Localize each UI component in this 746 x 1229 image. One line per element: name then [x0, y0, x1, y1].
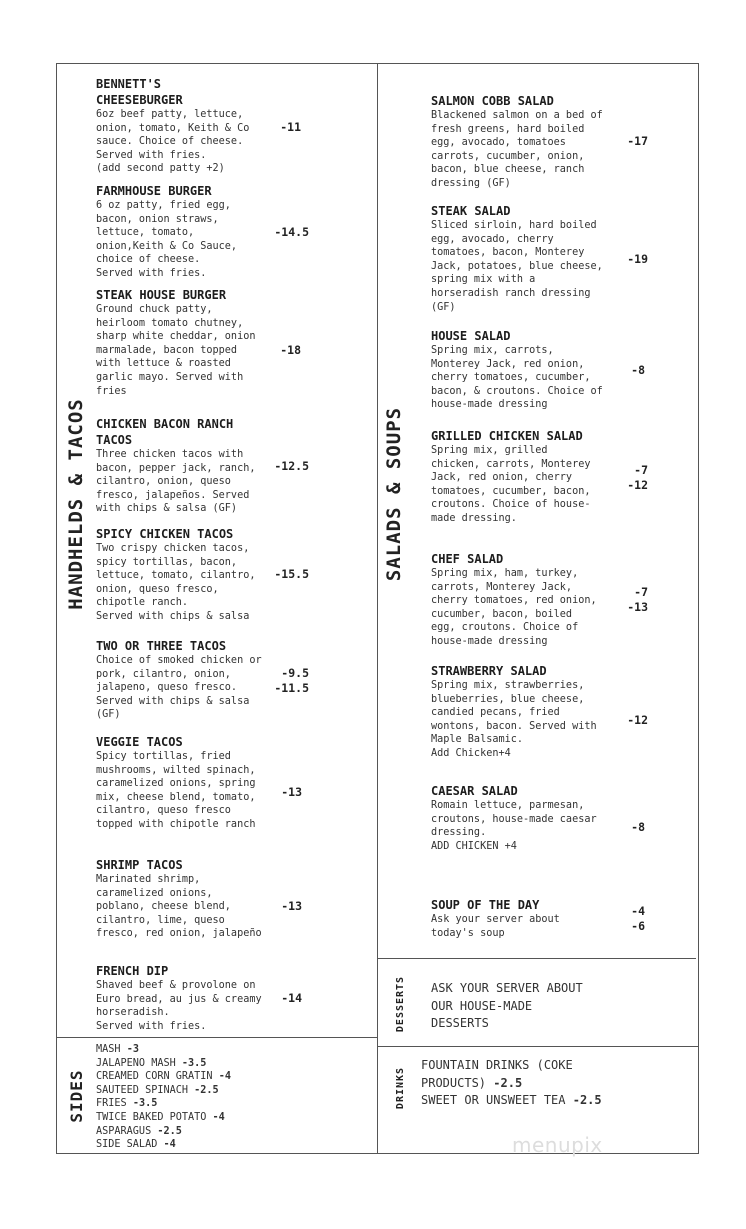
item-description: Romain lettuce, parmesan, croutons, house-made caesar dressing. ADD CHICKEN +4 [431, 800, 597, 852]
item-price: -7 -12 [627, 463, 648, 492]
item-description: Spring mix, ham, turkey, carrots, Monterey Jack, cherry tomatoes, red onion, cucumber, bacon, boiled egg, croutons. Choice of house-made dressing [431, 568, 597, 647]
item-name: STEAK SALAD [431, 204, 511, 218]
side-price: -3 [126, 1044, 139, 1055]
menu-item [96, 963, 262, 1033]
drink-name: SWEET OR UNSWEET TEA [421, 1093, 566, 1107]
menu-item [431, 328, 603, 412]
watermark: menupix [512, 1133, 603, 1157]
side-name: ASPARAGUS [96, 1125, 152, 1137]
menu-item [96, 857, 262, 941]
menu-item [96, 416, 255, 516]
item-description: Two crispy chicken tacos, spicy tortillas, bacon, lettuce, tomato, cilantro, onion, queso fresco, chipotle ranch. Served with chips & salsa [96, 543, 256, 622]
side-item [96, 1057, 206, 1071]
side-name: SIDE SALAD [96, 1139, 158, 1151]
item-name: FRENCH DIP [96, 964, 169, 978]
side-price: -4 [212, 1112, 225, 1123]
item-description: Shaved beef & provolone on Euro bread, au jus & creamy horseradish. Served with fries. [96, 980, 262, 1032]
column-divider [377, 63, 378, 1154]
menu-item [431, 783, 597, 853]
menu-item [96, 526, 255, 624]
side-price: -2.5 [157, 1125, 182, 1137]
menu-item [431, 203, 603, 314]
menu-item [431, 897, 560, 940]
side-item [96, 1070, 231, 1084]
item-name: VEGGIE TACOS [96, 735, 183, 749]
side-price: -2.5 [194, 1084, 219, 1096]
section-title-handhelds: HANDHELDS & TACOS [65, 398, 87, 610]
menu-item [431, 551, 597, 649]
side-price: -4 [218, 1071, 231, 1083]
side-item [96, 1111, 225, 1125]
item-price: -19 [627, 252, 648, 266]
item-price: -8 [631, 363, 645, 377]
item-name: CHICKEN BACON RANCH TACOS [96, 417, 234, 447]
item-name: SHRIMP TACOS [96, 858, 183, 872]
item-name: BENNETT'S CHEESEBURGER [96, 77, 183, 107]
side-price: -3.5 [132, 1098, 158, 1110]
item-description: Spring mix, carrots, Monterey Jack, red onion, cherry tomatoes, cucumber, bacon, & croutons. Choice of house-made dressing [431, 345, 603, 411]
item-price: -14 [281, 991, 302, 1005]
side-item [96, 1043, 139, 1057]
section-title-sides: SIDES [67, 1069, 86, 1123]
desserts-text: ASK YOUR SERVER ABOUT OUR HOUSE-MADE DESSERTS [431, 981, 583, 1030]
menu-item [431, 428, 590, 526]
drink-name: FOUNTAIN DRINKS (COKE PRODUCTS) [421, 1058, 573, 1090]
item-description: 6 oz patty, fried egg, bacon, onion straws, lettuce, tomato, onion,Keith & Co Sauce, choice of cheese. Served with fries. [96, 200, 238, 279]
menu-item [96, 76, 249, 176]
item-price: -9.5 -11.5 [274, 666, 309, 695]
section-title-drinks: DRINKS [395, 1066, 406, 1110]
section-title-desserts: DESSERTS [395, 975, 406, 1033]
item-price: -17 [627, 134, 648, 148]
side-item [96, 1125, 182, 1139]
item-price: -13 [281, 899, 302, 913]
item-name: TWO OR THREE TACOS [96, 639, 227, 653]
item-description: Spring mix, grilled chicken, carrots, Monterey Jack, red onion, cherry tomatoes, cucumber, bacon, croutons. Choice of house- made dressing. [431, 445, 591, 524]
item-price: -12 [627, 713, 648, 727]
item-price: -8 [631, 820, 645, 834]
side-item [96, 1084, 219, 1098]
item-name: STRAWBERRY SALAD [431, 664, 547, 678]
side-price: -3.5 [181, 1057, 207, 1069]
item-description: Blackened salmon on a bed of fresh greens, hard boiled egg, avocado, tomatoes carrots, cucumber, onion, bacon, blue cheese, ranch dressing (GF) [431, 110, 603, 189]
item-price: -11 [280, 120, 301, 134]
item-name: CAESAR SALAD [431, 784, 518, 798]
drink-item [421, 1092, 602, 1110]
desserts-divider [378, 958, 696, 959]
item-description: Sliced sirloin, hard boiled egg, avocado, cherry tomatoes, bacon, Monterey Jack, potatoes, blue cheese, spring mix with a horseradish ranch dressing (GF) [431, 220, 603, 313]
side-name: MASH [96, 1044, 121, 1055]
side-name: JALAPENO MASH [96, 1057, 176, 1069]
item-name: STEAK HOUSE BURGER [96, 288, 227, 302]
menu-item [96, 287, 255, 398]
item-description: Choice of smoked chicken or pork, cilantro, onion, jalapeno, queso fresco. Served with chips & salsa (GF) [96, 655, 262, 721]
drinks-divider [378, 1046, 699, 1047]
side-price: -4 [163, 1139, 176, 1151]
menu-item [431, 663, 597, 761]
item-description: Ground chuck patty, heirloom tomato chutney, sharp white cheddar, onion marmalade, bacon topped with lettuce & roasted garlic mayo. Served with fries [96, 304, 256, 397]
section-title-salads: SALADS & SOUPS [383, 406, 405, 582]
item-name: GRILLED CHICKEN SALAD [431, 429, 583, 443]
menu-item [96, 638, 262, 722]
item-price: -4 -6 [631, 904, 645, 933]
item-description: Three chicken tacos with bacon, pepper jack, ranch, cilantro, onion, queso fresco, jalapeños. Served with chips & salsa (GF) [96, 449, 256, 515]
menu-item [431, 93, 603, 191]
item-price: -14.5 [274, 225, 309, 239]
item-name: FARMHOUSE BURGER [96, 184, 212, 198]
drink-item [421, 1057, 573, 1092]
item-name: CHEF SALAD [431, 552, 504, 566]
sides-divider [56, 1037, 377, 1038]
side-name: FRIES [96, 1098, 127, 1110]
item-name: SALMON COBB SALAD [431, 94, 554, 108]
side-name: SAUTEED SPINACH [96, 1084, 189, 1096]
menu-item [96, 734, 255, 832]
drink-price: -2.5 [493, 1075, 523, 1090]
item-name: SOUP OF THE DAY [431, 898, 540, 912]
side-item [96, 1138, 176, 1152]
menu-item [96, 183, 237, 281]
item-description: 6oz beef patty, lettuce, onion, tomato, Keith & Co sauce. Choice of cheese. Served with fries. (add second patty +2) [96, 109, 250, 175]
item-name: SPICY CHICKEN TACOS [96, 527, 234, 541]
item-description: Ask your server about today's soup [431, 914, 560, 939]
item-price: -7 -13 [627, 585, 648, 614]
item-name: HOUSE SALAD [431, 329, 511, 343]
side-name: CREAMED CORN GRATIN [96, 1071, 213, 1083]
item-description: Spicy tortillas, fried mushrooms, wilted spinach, caramelized onions, spring mix, cheese blend, tomato, cilantro, queso fresco topped with chipotle ranch [96, 751, 256, 830]
item-price: -12.5 [274, 459, 309, 473]
item-description: Spring mix, strawberries, blueberries, blue cheese, candied pecans, fried wontons, bacon. Served with Maple Balsamic. Add Chicken+4 [431, 680, 597, 759]
item-price: -18 [280, 343, 301, 357]
side-item [96, 1097, 157, 1111]
side-name: TWICE BAKED POTATO [96, 1112, 207, 1123]
item-description: Marinated shrimp, caramelized onions, poblano, cheese blend, cilantro, lime, queso fresco, red onion, jalapeño [96, 874, 262, 940]
item-price: -13 [281, 785, 302, 799]
drink-price: -2.5 [572, 1093, 602, 1107]
item-price: -15.5 [274, 567, 309, 581]
